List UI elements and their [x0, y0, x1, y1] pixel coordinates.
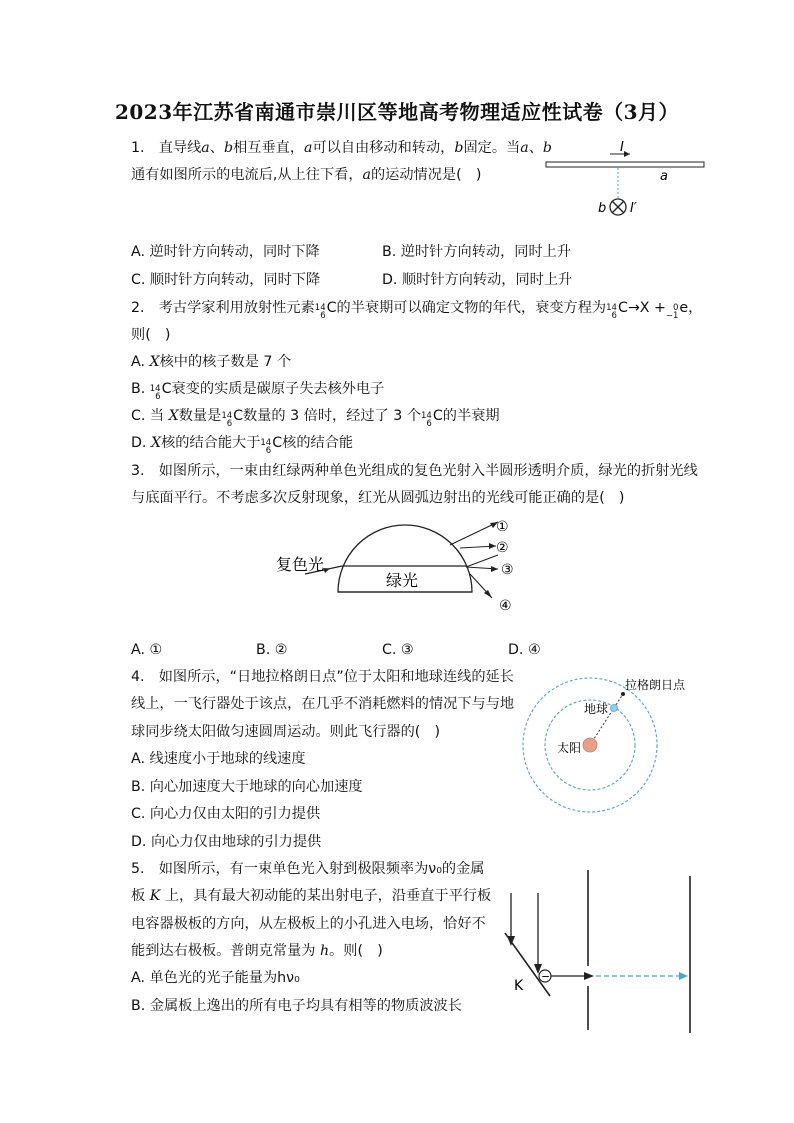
q3-option-a[interactable]: A. ① — [131, 642, 163, 658]
q1-option-b[interactable]: B. 逆时针方向转动，同时上升 — [382, 244, 572, 260]
lagrange-label: 拉格朗日点 — [625, 678, 686, 692]
q1-line2: 通有如图所示的电流后,从上往下看，a的运动情况是( ) — [131, 167, 482, 183]
green-label: 绿光 — [386, 571, 419, 590]
q5-line2: 板 K 上，具有最大初动能的某出射电子，沿垂直于平行板 — [131, 888, 492, 904]
q5-line4: 能到达右极板。普朗克常量为 h。则( ) — [131, 943, 383, 959]
q3-option-d[interactable]: D. ④ — [508, 642, 541, 658]
q2-option-b[interactable]: B. 14 6 C衰变的实质是碳原子失去核外电子 — [131, 381, 385, 402]
q1-figure — [540, 140, 720, 225]
q1-line1: 1. 直导线a、b相互垂直，a可以自由移动和转动，b固定。当a、b — [131, 140, 552, 156]
sun-label: 太阳 — [557, 741, 582, 755]
q4-option-b[interactable]: B. 向心加速度大于地球的向心加速度 — [131, 779, 363, 795]
q4-option-d[interactable]: D. 向心力仅由地球的引力提供 — [131, 834, 322, 850]
electron-sign: − — [541, 970, 551, 983]
ray-2-label: ② — [496, 540, 509, 556]
q1-option-c[interactable]: C. 顺时针方向转动，同时下降 — [131, 272, 321, 288]
q1-option-a[interactable]: A. 逆时针方向转动，同时下降 — [131, 244, 320, 260]
label-I-prime: I′ — [630, 201, 637, 216]
sun-icon — [583, 738, 597, 752]
q2-option-a[interactable]: A. X核中的核子数是 7 个 — [131, 354, 292, 370]
q3-option-b[interactable]: B. ② — [256, 642, 288, 658]
ray-3-label: ③ — [501, 562, 514, 578]
ray-1 — [450, 522, 498, 545]
earth-label: 地球 — [584, 702, 609, 716]
q3-option-c[interactable]: C. ③ — [382, 642, 414, 658]
label-I: I — [620, 140, 624, 155]
lagrange-point-icon — [621, 692, 625, 696]
q4-line1: 4. 如图所示，“日地拉格朗日点”位于太阳和地球连线的延长 — [131, 669, 514, 685]
incident-label: 复色光 — [276, 555, 325, 574]
q3-line1: 3. 如图所示，一束由红绿两种单色光组成的复色光射入半圆形透明介质，绿光的折射光线 — [131, 463, 698, 479]
q2-line1: 2. 考古学家利用放射性元素 14 6 C的半衰期可以确定文物的年代，衰变方程为 14 6 C→X + 0 −1 e， — [131, 300, 703, 321]
q5-option-b[interactable]: B. 金属板上逸出的所有电子均具有相等的物质波波长 — [131, 998, 462, 1014]
q5-line3: 电容器极板的方向，从左极板上的小孔进入电场，恰好不 — [131, 916, 486, 932]
current-arrow-head — [624, 151, 630, 157]
q4-option-c[interactable]: C. 向心力仅由太阳的引力提供 — [131, 806, 321, 822]
q2-line2: 则( ) — [131, 327, 171, 343]
q2-option-d[interactable]: D. X核的结合能大于 14 6 C核的结合能 — [131, 435, 354, 456]
q1-option-d[interactable]: D. 顺时针方向转动，同时上升 — [382, 272, 573, 288]
page-title: 2023年江苏省南通市崇川区等地高考物理适应性试卷（3月） — [114, 100, 680, 124]
q5-figure — [500, 868, 710, 1038]
q4-line3: 球同步绕太阳做匀速圆周运动。则此飞行器的( ) — [131, 724, 441, 740]
label-b: b — [598, 201, 607, 216]
metal-plate-k — [505, 933, 550, 996]
q2-option-c[interactable]: C. 当 X数量是 14 6 C数量的 3 倍时，经过了 3 个 14 6 C的半衰期 — [131, 408, 500, 429]
earth-icon — [611, 705, 618, 712]
q4-option-a[interactable]: A. 线速度小于地球的线速度 — [131, 751, 306, 767]
q5-line1: 5. 如图所示，有一束单色光入射到极限频率为ν₀的金属 — [131, 861, 485, 877]
q4-figure — [520, 672, 720, 842]
q4-line2: 线上，一飞行器处于该点，在几乎不消耗燃料的情况下与与地 — [131, 696, 515, 712]
q3-figure — [270, 512, 530, 622]
q3-line2: 与底面平行。不考虑多次反射现象，红光从圆弧边射出的光线可能正确的是( ) — [131, 490, 625, 506]
ray-4-label: ④ — [499, 598, 512, 614]
plate-k-label: K — [514, 978, 524, 994]
label-a: a — [660, 169, 668, 184]
q5-option-a[interactable]: A. 单色光的光子能量为hν₀ — [131, 970, 300, 986]
ray-1-label: ① — [496, 519, 509, 535]
